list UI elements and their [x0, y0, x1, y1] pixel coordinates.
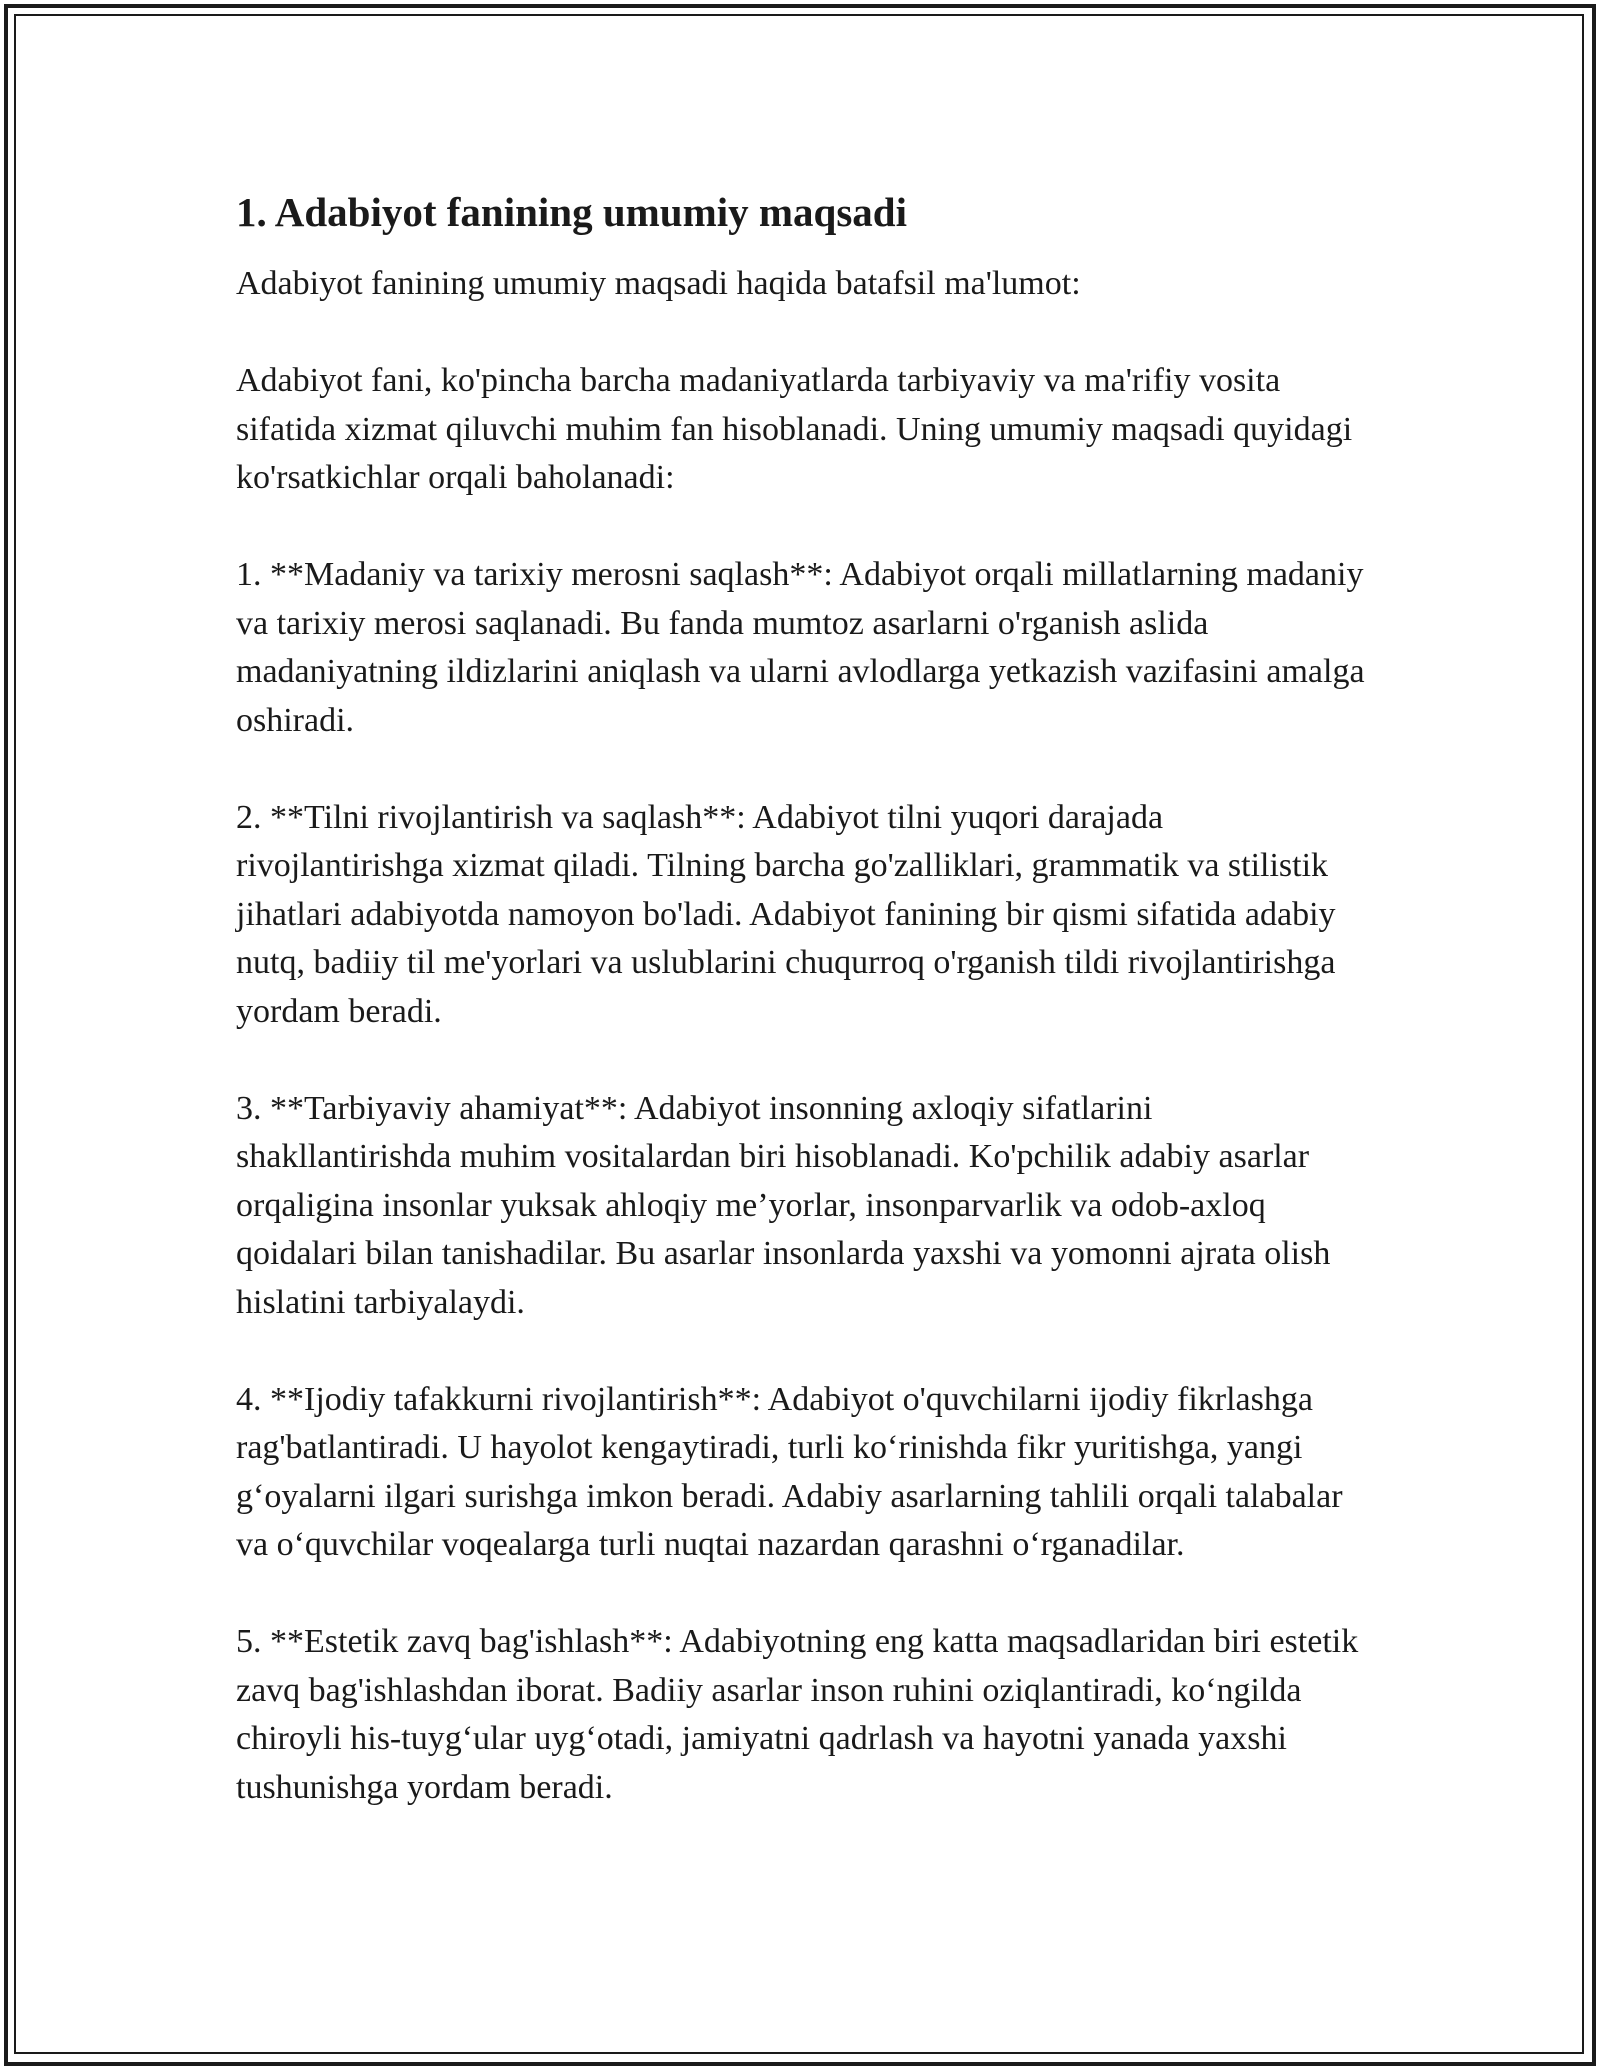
list-item-creative-thinking: 4. **Ijodiy tafakkurni rivojlantirish**: Adabiyot o'quvchilarni ijodiy fikrlashga rag'batlantiradi. U hayolot kengaytiradi, turli ko‘rinishda fikr yuritishga, yangi g‘oyalarni ilgari surishga imkon beradi. Adabiy asarlarning tahlili orqali talabalar va o‘quvchilar voqealarga turli nuqtai nazardan qarashni o‘rganadilar.	[236, 1380, 1343, 1563]
intro-paragraph: Adabiyot fanining umumiy maqsadi haqida batafsil ma'lumot:	[236, 265, 1081, 302]
list-item-aesthetic: 5. **Estetik zavq bag'ishlash**: Adabiyotning eng katta maqsadlaridan biri estetik zavq bag'ishlashdan iborat. Badiiy asarlar inson ruhini oziqlantiradi, ko‘ngilda chiroyli his-tuyg‘ular uyg‘otadi, jamiyatni qadrlash va hayotni yanada yaxshi tushunishga yordam beradi.	[236, 1623, 1359, 1806]
list-item-heritage: 1. **Madaniy va tarixiy merosni saqlash**: Adabiyot orqali millatlarning madaniy va tarixiy merosi saqlanadi. Bu fanda mumtoz asarlarni o'rganish aslida madaniyatning ildizlarini aniqlash va ularni avlodlarga yetkazish vazifasini amalga oshiradi.	[236, 556, 1365, 739]
overview-paragraph: Adabiyot fani, ko'pincha barcha madaniyatlarda tarbiyaviy va ma'rifiy vosita sifatida xizmat qiluvchi muhim fan hisoblanadi. Uning umumiy maqsadi quyidagi ko'rsatkichlar orqali baholanadi:	[236, 362, 1353, 496]
document-body	[236, 186, 1366, 1861]
document-title: 1. Adabiyot fanining umumiy maqsadi	[236, 189, 907, 235]
list-item-language: 2. **Tilni rivojlantirish va saqlash**: Adabiyot tilni yuqori darajada rivojlantirishga xizmat qiladi. Tilning barcha go'zalliklari, grammatik va stilistik jihatlari adabiyotda namoyon bo'ladi. Adabiyot fanining bir qismi sifatida adabiy nutq, badiiy til me'yorlari va uslublarini chuqurroq o'rganish tildi rivojlantirishga yordam beradi.	[236, 798, 1336, 1030]
list-item-education: 3. **Tarbiyaviy ahamiyat**: Adabiyot insonning axloqiy sifatlarini shakllantirishda muhim vositalardan biri hisoblanadi. Ko'pchilik adabiy asarlar orqaligina insonlar yuksak ahloqiy me’yorlar, insonparvarlik va odob-axloq qoidalari bilan tanishadilar. Bu asarlar insonlarda yaxshi va yomonni ajrata olish hislatini tarbiyalaydi.	[236, 1089, 1331, 1321]
